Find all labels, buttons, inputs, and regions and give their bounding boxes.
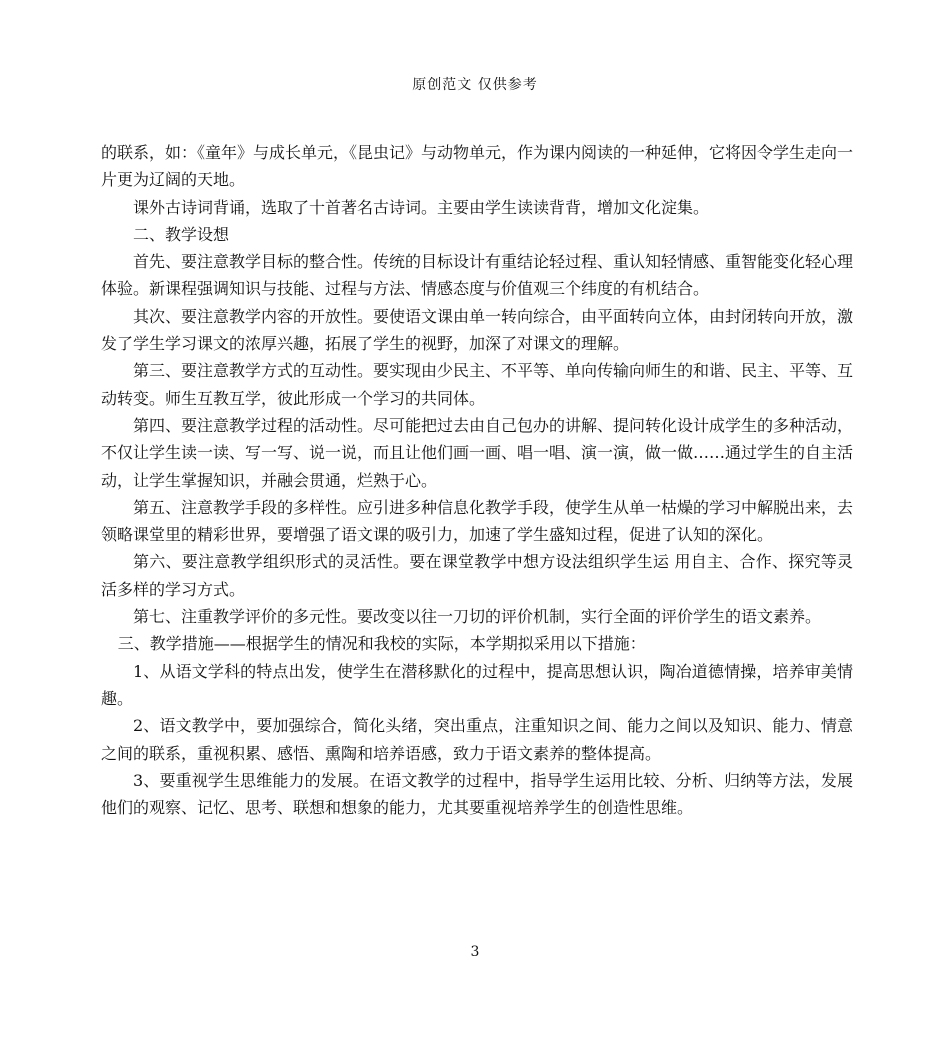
paragraph-third: 第三、要注意教学方式的互动性。要实现由少民主、不平等、单向传输向师生的和谐、民主、平等、互动转变。师生互教互学，彼此形成一个学习的共同体。 <box>101 361 854 408</box>
page-header: 原创范文 仅供参考 <box>412 77 538 93</box>
paragraph-fourth: 第四、要注意教学过程的活动性。尽可能把过去由自己包办的讲解、提问转化设计成学生的多种活动，不仅让学生读一读、写一写、说一说，而且让他们画一画、唱一唱、演一演，做一做……通过学生的自主活动，让学生掌握知识，并融会贯通，烂熟于心。 <box>101 415 854 490</box>
paragraph-ancient-poetry: 课外古诗词背诵，选取了十首著名古诗词。主要由学生读读背背，增加文化淀集。 <box>133 197 710 217</box>
paragraph-fifth: 第五、注意教学手段的多样性。应引进多种信息化教学手段，使学生从单一枯燥的学习中解脱出来，去领略课堂里的精彩世界，要增强了语文课的吸引力，加速了学生盛知过程，促进了认知的深化。 <box>101 497 854 545</box>
paragraph-continuation: 的联系，如：《童年》与成长单元，《昆虫记》与动物单元，作为课内阅读的一种延伸，它将因令学生走向一片更为辽阔的天地。 <box>101 143 854 190</box>
paragraph-first: 首先、要注意教学目标的整合性。传统的目标设计有重结论轻过程、重认知轻情感、重智能变化轻心理体验。新课程强调知识与技能、过程与方法、情感态度与价值观三个纬度的有机结合。 <box>101 252 854 299</box>
paragraph-second: 其次、要注意教学内容的开放性。要使语文课由单一转向综合，由平面转向立体，由封闭转向开放，激发了学生学习课文的浓厚兴趣，拓展了学生的视野，加深了对课文的理解。 <box>101 306 854 354</box>
section-heading-measures: 三、教学措施——根据学生的情况和我校的实际，本学期拟采用以下措施： <box>117 634 646 654</box>
paragraph-seventh: 第七、注重教学评价的多元性。要改变以往一刀切的评价机制，实行全面的评价学生的语文素养。 <box>133 607 822 627</box>
measure-item-3: 3、要重视学生思维能力的发展。在语文教学的过程中，指导学生运用比较、分析、归纳等方法，发展他们的观察、记忆、思考、联想和想象的能力，尤其要重视培养学生的创造性思维。 <box>101 770 853 818</box>
section-heading-teaching-ideas: 二、教学设想 <box>133 224 230 244</box>
document-body <box>101 139 853 821</box>
measure-item-1: 1、从语文学科的特点出发，使学生在潜移默化的过程中，提高思想认识，陶冶道德情操，培养审美情趣。 <box>101 661 853 708</box>
page-number: 3 <box>470 944 480 960</box>
paragraph-sixth: 第六、要注意教学组织形式的灵活性。要在课堂教学中想方设法组织学生运 用自主、合作、探究等灵活多样的学习方式。 <box>101 552 853 599</box>
measure-item-2: 2、语文教学中，要加强综合，简化头绪，突出重点，注重知识之间、能力之间以及知识、能力、情意之间的联系，重视积累、感悟、熏陶和培养语感，致力于语文素养的整体提高。 <box>101 716 853 763</box>
